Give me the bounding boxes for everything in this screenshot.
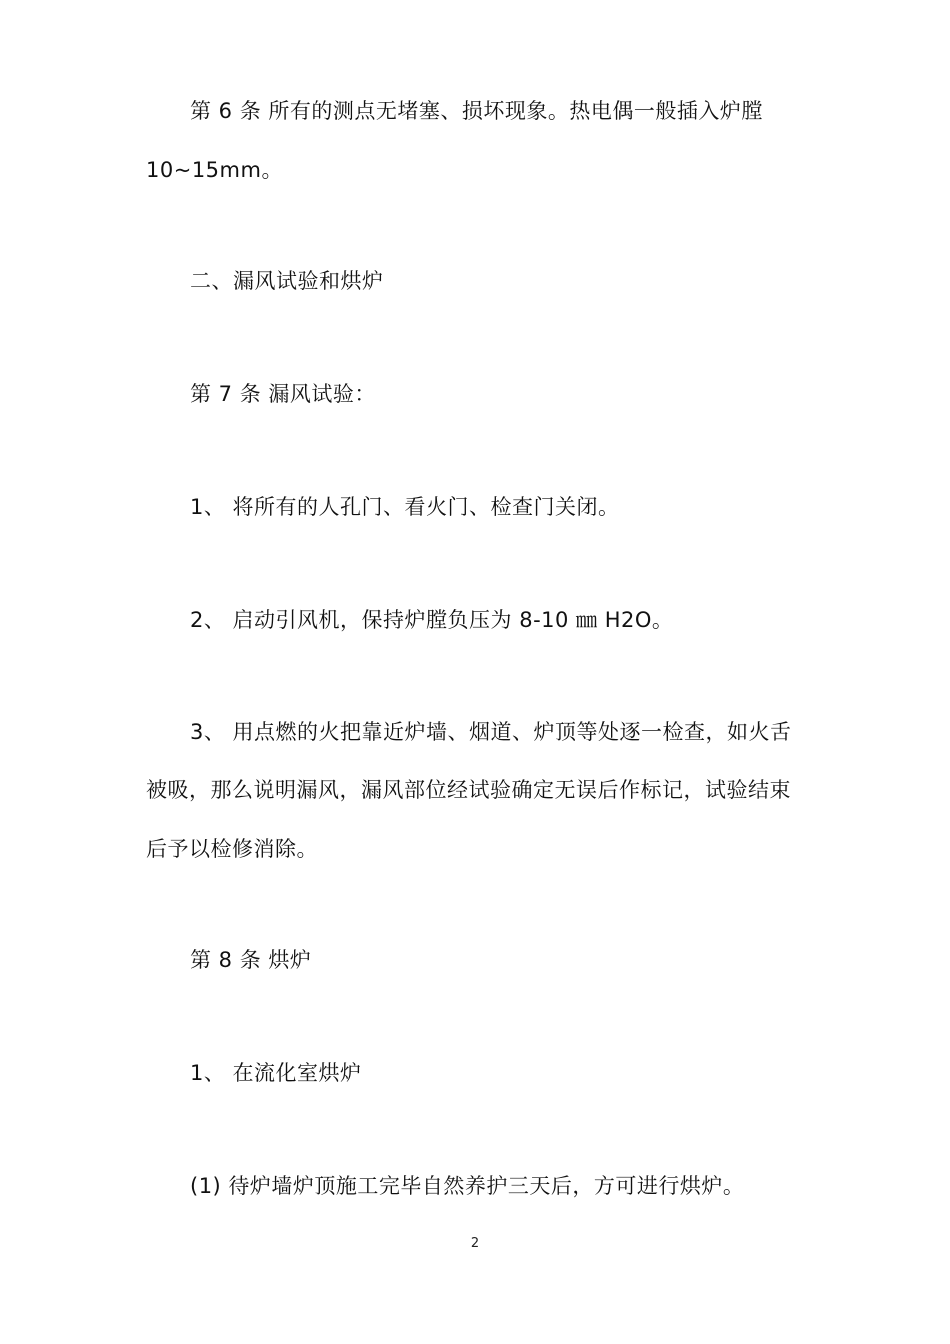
article-6-line-2: 10~15mm。 [146,158,283,182]
article-8-heading: 第 8 条 烘炉 [190,948,312,972]
page-number: 2 [470,1236,480,1251]
article-8-subitem-1: (1) 待炉墙炉顶施工完毕自然养护三天后，方可进行烘炉。 [190,1174,745,1198]
article-7-item-2: 2、 启动引风机，保持炉膛负压为 8-10 ㎜ H2O。 [190,608,674,632]
article-8-item-1: 1、 在流化室烘炉 [190,1061,362,1085]
article-7-heading: 第 7 条 漏风试验： [190,382,376,406]
article-7-item-3-line-3: 后予以检修消除。 [146,837,318,861]
section-heading: 二、漏风试验和烘炉 [190,269,384,293]
article-7-item-3-line-2: 被吸，那么说明漏风，漏风部位经试验确定无误后作标记，试验结束 [146,778,791,802]
article-7-item-1: 1、 将所有的人孔门、看火门、检查门关闭。 [190,495,620,519]
article-7-item-3-line-1: 3、 用点燃的火把靠近炉墙、烟道、炉顶等处逐一检查，如火舌 [190,720,792,744]
article-6-line-1: 第 6 条 所有的测点无堵塞、损坏现象。热电偶一般插入炉膛 [190,99,763,123]
